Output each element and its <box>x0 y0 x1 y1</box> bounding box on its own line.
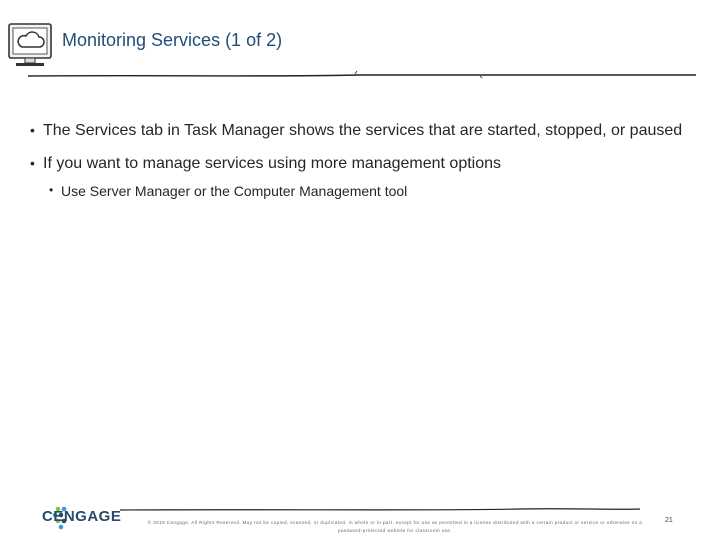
bullet-item <box>30 153 700 174</box>
copyright-notice: © 2018 Cengage. All Rights Reserved. May not be copied, scanned, or duplicated, in whole or in part, except for use as permitted in a license distributed with a certain product or service or otherwise on a password-protected website for classroom use. <box>147 520 643 533</box>
title-divider <box>28 70 696 82</box>
brand-name: CENGAGE <box>42 508 122 525</box>
sub-bullet-dot: • <box>49 183 54 197</box>
page-number: 21 <box>665 517 673 524</box>
bullet-text: If you want to manage services using more management options <box>43 155 502 172</box>
bullet-text: The Services tab in Task Manager shows the services that are started, stopped, or paused <box>43 122 683 139</box>
sub-bullet-text: Use Server Manager or the Computer Management tool <box>61 183 408 199</box>
cloud-monitor-icon <box>6 20 58 72</box>
footer-divider <box>120 505 640 515</box>
slide-title: Monitoring Services (1 of 2) <box>62 30 283 50</box>
bullet-dot: • <box>30 122 35 138</box>
sub-bullet-item <box>49 182 700 200</box>
bullet-dot: • <box>30 155 35 171</box>
bullet-list <box>30 120 700 200</box>
bullet-item <box>30 120 700 141</box>
